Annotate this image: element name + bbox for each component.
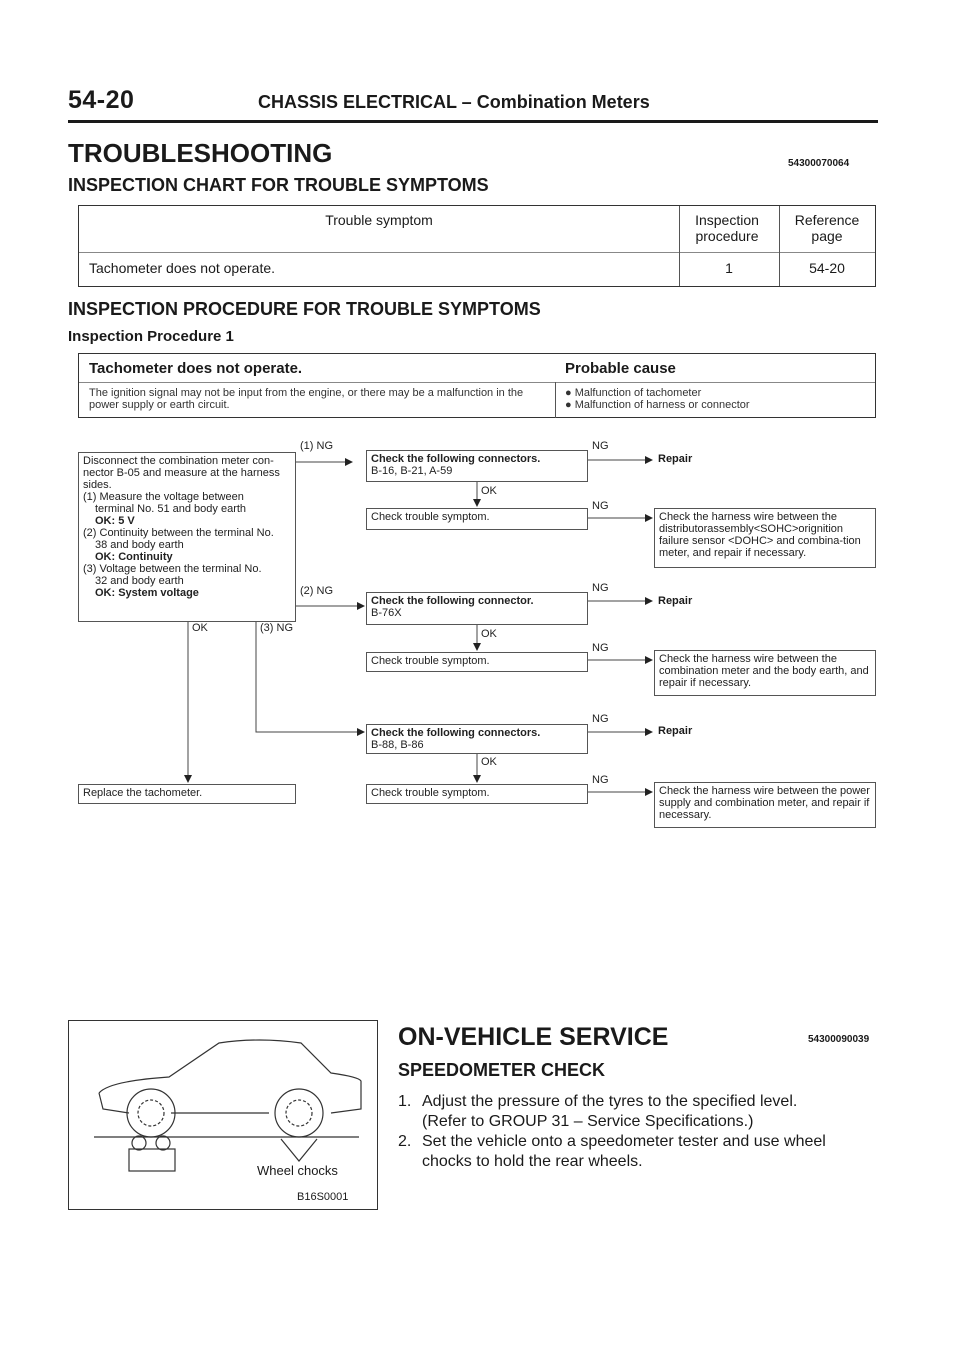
start-line: OK: 5 V bbox=[95, 515, 135, 527]
car-wheel-chocks-illustration bbox=[69, 1021, 377, 1209]
section-title: TROUBLESHOOTING bbox=[68, 138, 333, 168]
flow-arrow bbox=[256, 622, 364, 732]
harness-check-1: Check the harness wire between the distributorassembly<SOHC>orignition failure sensor <DOHC> and combina-tion meter, and repair if necessary. bbox=[654, 508, 876, 568]
speedometer-check-title: SPEEDOMETER CHECK bbox=[398, 1060, 606, 1080]
step-text: Adjust the pressure of the tyres to the specified level. bbox=[422, 1093, 798, 1110]
rear-hub bbox=[286, 1100, 312, 1126]
header-title: CHASSIS ELECTRICAL – Combination Meters bbox=[258, 92, 650, 112]
start-line: 38 and body earth bbox=[95, 539, 184, 551]
start-line: terminal No. 51 and body earth bbox=[95, 503, 247, 515]
figure-caption: Wheel chocks bbox=[257, 1163, 338, 1178]
front-wheel bbox=[127, 1089, 175, 1137]
wheel-chock bbox=[281, 1139, 317, 1161]
col-header-procedure: Inspection procedure bbox=[695, 212, 759, 244]
chart-heading: INSPECTION CHART FOR TROUBLE SYMPTOMS bbox=[68, 175, 489, 195]
tester-roller bbox=[132, 1136, 146, 1150]
rear-wheel bbox=[275, 1089, 323, 1137]
check-connector-2 bbox=[366, 592, 588, 625]
start-line: sides. bbox=[83, 479, 112, 491]
start-line: (1) Measure the voltage between bbox=[83, 491, 244, 503]
step-text: chocks to hold the rear wheels. bbox=[422, 1153, 643, 1170]
label-ng: NG bbox=[592, 713, 609, 725]
label-ng: NG bbox=[592, 774, 609, 786]
repair-label: Repair bbox=[658, 595, 693, 607]
step-text: Set the vehicle onto a speedometer tester and use wheel bbox=[422, 1133, 826, 1150]
label-ng: NG bbox=[592, 500, 609, 512]
procedure-heading: INSPECTION PROCEDURE FOR TROUBLE SYMPTOMS bbox=[68, 299, 541, 319]
step-text: (Refer to GROUP 31 – Service Specifications.) bbox=[422, 1113, 754, 1130]
procedure-subheading: Inspection Procedure 1 bbox=[68, 328, 234, 345]
check-title: Check the following connectors. bbox=[371, 727, 541, 739]
label-ng2: (2) NG bbox=[300, 585, 333, 597]
procedure-symptom: Tachometer does not operate. bbox=[89, 360, 303, 377]
harness-check-3: Check the harness wire between the power supply and combination meter, and repair if necessary. bbox=[654, 782, 876, 828]
check-title: Check the following connectors. bbox=[371, 453, 541, 465]
car-front-outline bbox=[99, 1093, 129, 1113]
label-ok: OK bbox=[481, 756, 497, 768]
label-ng1: (1) NG bbox=[300, 440, 333, 452]
cause-item: ● Malfunction of harness or connector bbox=[565, 399, 750, 411]
table-cell-procedure: 1 bbox=[725, 260, 733, 276]
start-line: (3) Voltage between the terminal No. bbox=[83, 563, 262, 575]
table-cell-page: 54-20 bbox=[809, 260, 845, 276]
label-ng: NG bbox=[592, 582, 609, 594]
check-trouble-2: Check trouble symptom. bbox=[366, 652, 588, 672]
start-line: OK: Continuity bbox=[95, 551, 173, 563]
cause-item: ● Malfunction of tachometer bbox=[565, 387, 702, 399]
car-body-outline bbox=[99, 1040, 361, 1113]
label-ng3: (3) NG bbox=[260, 622, 293, 634]
repair-label: Repair bbox=[658, 725, 693, 737]
start-line: 32 and body earth bbox=[95, 575, 184, 587]
section-code: 54300070064 bbox=[788, 158, 850, 169]
start-box bbox=[78, 452, 296, 622]
procedure-description: The ignition signal may not be input from the engine, or there may be a malfunction in the power supply or earth circuit. bbox=[89, 387, 524, 411]
replace-tachometer: Replace the tachometer. bbox=[78, 784, 296, 804]
tester-roller bbox=[156, 1136, 170, 1150]
step-number: 1. bbox=[398, 1093, 412, 1110]
harness-check-2: Check the harness wire between the combination meter and the body earth, and repair if necessary. bbox=[654, 650, 876, 696]
label-ok: OK bbox=[481, 485, 497, 497]
start-line: OK: System voltage bbox=[95, 587, 199, 599]
check-items: B-76X bbox=[371, 607, 402, 619]
check-connectors-3 bbox=[366, 724, 588, 754]
col-header-symptom: Trouble symptom bbox=[325, 212, 433, 228]
label-ok: OK bbox=[481, 628, 497, 640]
check-connectors-1 bbox=[366, 450, 588, 482]
label-ng: NG bbox=[592, 440, 609, 452]
figure-code: B16S0001 bbox=[297, 1191, 349, 1203]
repair-label: Repair bbox=[658, 453, 693, 465]
tester-base bbox=[129, 1149, 175, 1171]
check-trouble-3: Check trouble symptom. bbox=[366, 784, 588, 804]
start-line: nector B-05 and measure at the harness bbox=[83, 467, 280, 479]
service-title: ON-VEHICLE SERVICE bbox=[398, 1023, 669, 1051]
col-header-page: Reference page bbox=[794, 212, 860, 244]
label-ng: NG bbox=[592, 642, 609, 654]
start-line: Disconnect the combination meter con- bbox=[83, 455, 274, 467]
table-cell-symptom: Tachometer does not operate. bbox=[89, 260, 276, 276]
start-line: (2) Continuity between the terminal No. bbox=[83, 527, 274, 539]
front-hub bbox=[138, 1100, 164, 1126]
check-trouble-1: Check trouble symptom. bbox=[366, 508, 588, 530]
service-code: 54300090039 bbox=[808, 1034, 870, 1045]
check-items: B-16, B-21, A-59 bbox=[371, 465, 453, 477]
check-items: B-88, B-86 bbox=[371, 739, 424, 751]
label-ok: OK bbox=[192, 622, 208, 634]
page-number: 54-20 bbox=[68, 86, 135, 114]
check-title: Check the following connector. bbox=[371, 595, 534, 607]
probable-cause-label: Probable cause bbox=[565, 360, 676, 377]
step-number: 2. bbox=[398, 1133, 412, 1150]
figure-box bbox=[68, 1020, 378, 1210]
